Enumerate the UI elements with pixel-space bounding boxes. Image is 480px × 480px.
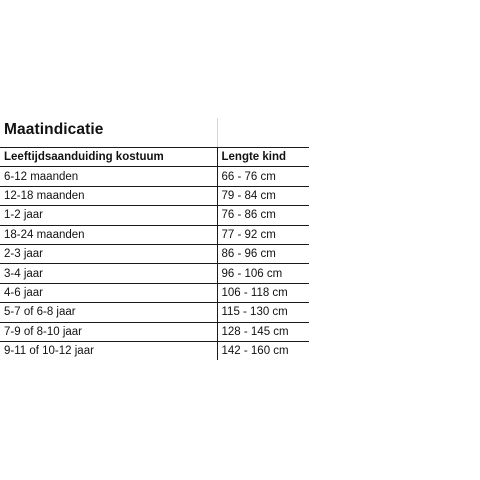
cell-length: 77 - 92 cm: [217, 225, 309, 244]
cell-length: 66 - 76 cm: [217, 167, 309, 186]
cell-age: 5-7 of 6-8 jaar: [0, 303, 217, 322]
table-row: [0, 225, 309, 244]
size-table: [0, 147, 309, 360]
table-row: [0, 244, 309, 263]
cell-length: 86 - 96 cm: [217, 244, 309, 263]
header-age: Leeftijdsaanduiding kostuum: [0, 148, 217, 167]
cell-age: 6-12 maanden: [0, 167, 217, 186]
table-row: [0, 283, 309, 302]
table-row: [0, 186, 309, 205]
cell-age: 18-24 maanden: [0, 225, 217, 244]
table-row: [0, 341, 309, 360]
cell-age: 9-11 of 10-12 jaar: [4, 345, 94, 358]
table-row: [0, 206, 309, 225]
cell-age: 1-2 jaar: [0, 206, 217, 225]
table-row: [0, 167, 309, 186]
cell-length: 142 - 160 cm: [217, 341, 309, 360]
cell-age: 4-6 jaar: [0, 283, 217, 302]
header-length: Lengte kind: [217, 148, 309, 167]
cell-age: 3-4 jaar: [0, 264, 217, 283]
cell-length: 76 - 86 cm: [217, 206, 309, 225]
cell-length: 106 - 118 cm: [217, 283, 309, 302]
table-row: [0, 322, 309, 341]
cell-length: 79 - 84 cm: [217, 186, 309, 205]
cell-age: 12-18 maanden: [0, 186, 217, 205]
page-title: Maatindicatie: [4, 121, 104, 138]
table-row: [0, 303, 309, 322]
cell-length: 115 - 130 cm: [217, 303, 309, 322]
cell-length: 96 - 106 cm: [217, 264, 309, 283]
cell-age: 7-9 of 8-10 jaar: [0, 322, 217, 341]
column-divider-top: [217, 118, 218, 147]
table-header-row: [0, 148, 309, 167]
cell-age: 2-3 jaar: [0, 244, 217, 263]
table-row: [0, 264, 309, 283]
cell-length: 128 - 145 cm: [217, 322, 309, 341]
